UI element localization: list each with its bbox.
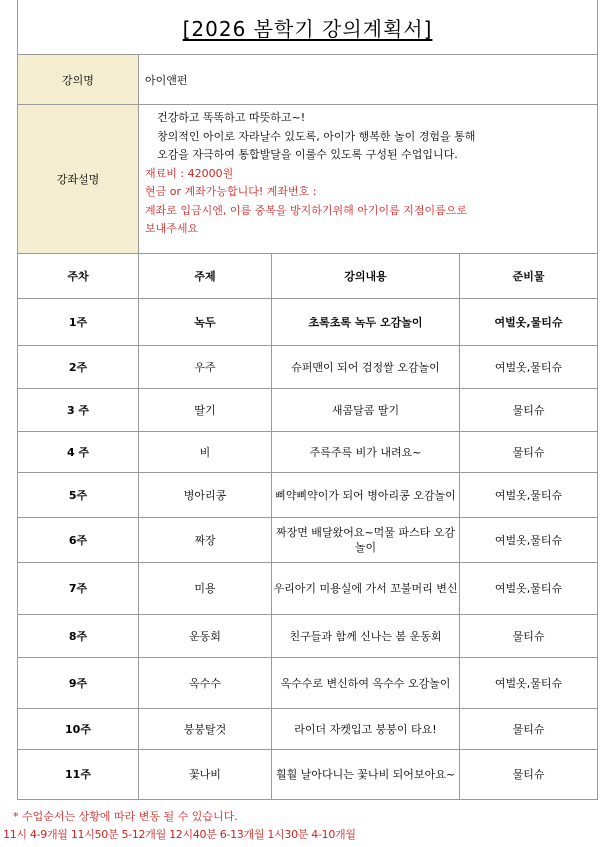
topic-cell: 병아리콩 <box>139 473 272 518</box>
week-cell: 2주 <box>18 346 139 389</box>
description-line: 건강하고 똑똑하고 따뜻하고~! <box>157 111 306 124</box>
topic-cell: 옥수수 <box>139 658 272 709</box>
content-cell: 훨훨 날아다니는 꽃나비 되어보아요~ <box>272 750 460 800</box>
header-content: 강의내용 <box>272 254 460 299</box>
course-name-value: 아이앤펀 <box>139 55 598 105</box>
transfer-note: 계좌로 입금시엔, 이름 중복을 방지하기위해 아기이름 지점이름으로 <box>145 203 468 217</box>
week-cell: 1주 <box>18 299 139 346</box>
topic-cell: 녹두 <box>139 299 272 346</box>
topic-cell: 미용 <box>139 563 272 615</box>
week-row <box>18 473 598 518</box>
material-fee: 재료비 : 42000원 <box>145 166 234 180</box>
topic-cell: 우주 <box>139 346 272 389</box>
supplies-cell: 여벌옷,물티슈 <box>460 658 598 709</box>
document-title-cell <box>18 0 598 55</box>
description-text <box>145 109 591 165</box>
week-cell: 3 주 <box>18 389 139 432</box>
description-line: 창의적인 아이로 자라날수 있도록, 아이가 행복한 놀이 경험을 통해 <box>157 129 476 143</box>
week-row <box>18 518 598 563</box>
week-row <box>18 709 598 750</box>
header-topic: 주제 <box>139 254 272 299</box>
lecture-plan-table <box>17 0 598 800</box>
course-name-label: 강의명 <box>18 55 139 105</box>
week-row <box>18 563 598 615</box>
schedule-header-row <box>18 254 598 299</box>
content-cell: 주륵주륵 비가 내려요~ <box>272 432 460 473</box>
week-row <box>18 750 598 800</box>
week-row <box>18 658 598 709</box>
topic-cell: 꽃나비 <box>139 750 272 800</box>
supplies-cell: 여벌옷,물티슈 <box>460 563 598 615</box>
supplies-cell: 물티슈 <box>460 709 598 750</box>
topic-cell: 운동회 <box>139 615 272 658</box>
topic-cell: 짜장 <box>139 518 272 563</box>
topic-cell: 붕붕탈것 <box>139 709 272 750</box>
content-cell: 친구들과 함께 신나는 봄 운동회 <box>272 615 460 658</box>
document-title: [2026 봄학기 강의계획서] <box>182 16 433 41</box>
transfer-note-cont: 보내주세요 <box>145 222 199 235</box>
week-row <box>18 389 598 432</box>
course-description <box>139 105 598 254</box>
supplies-cell: 물티슈 <box>460 389 598 432</box>
week-row <box>18 615 598 658</box>
week-cell: 9주 <box>18 658 139 709</box>
supplies-cell: 여벌옷,물티슈 <box>460 518 598 563</box>
description-line: 오감을 자극하여 통합발달을 이룰수 있도록 구성된 수업입니다. <box>157 148 458 161</box>
content-cell: 슈퍼맨이 되어 검정쌀 오감놀이 <box>272 346 460 389</box>
lecture-plan-sheet <box>17 0 597 800</box>
footer-notes <box>0 808 603 844</box>
supplies-cell: 물티슈 <box>460 750 598 800</box>
supplies-cell: 여벌옷,물티슈 <box>460 473 598 518</box>
week-cell: 4 주 <box>18 432 139 473</box>
schedule-rows <box>18 299 598 800</box>
schedule-change-notice: * 수업순서는 상황에 따라 변동 될 수 있습니다. <box>13 810 238 823</box>
content-cell: 라이더 자켓입고 붕붕이 타요! <box>272 709 460 750</box>
week-cell: 5주 <box>18 473 139 518</box>
content-cell: 짜장면 배달왔어요~먹물 파스타 오감놀이 <box>272 518 460 563</box>
header-week: 주차 <box>18 254 139 299</box>
content-cell: 우리아기 미용실에 가서 꼬불머리 변신 <box>272 563 460 615</box>
week-cell: 6주 <box>18 518 139 563</box>
content-cell: 삐약삐약이가 되어 병아리콩 오감놀이 <box>272 473 460 518</box>
week-row <box>18 346 598 389</box>
supplies-cell: 물티슈 <box>460 432 598 473</box>
content-cell: 옥수수로 변신하여 옥수수 오감놀이 <box>272 658 460 709</box>
week-cell: 7주 <box>18 563 139 615</box>
supplies-cell: 여벌옷,물티슈 <box>460 299 598 346</box>
week-cell: 11주 <box>18 750 139 800</box>
week-row <box>18 299 598 346</box>
supplies-cell: 여벌옷,물티슈 <box>460 346 598 389</box>
course-description-label: 강좌설명 <box>18 105 139 254</box>
header-supplies: 준비물 <box>460 254 598 299</box>
class-times: 11시 4-9개월 11시50분 5-12개월 12시40분 6-13개월 1시30분 4-10개월 <box>3 828 356 841</box>
supplies-cell: 물티슈 <box>460 615 598 658</box>
week-cell: 8주 <box>18 615 139 658</box>
payment-method: 현금 or 계좌가능합니다! 계좌번호 : <box>145 185 317 198</box>
week-row <box>18 432 598 473</box>
week-cell: 10주 <box>18 709 139 750</box>
topic-cell: 비 <box>139 432 272 473</box>
content-cell: 새콤달콤 딸기 <box>272 389 460 432</box>
topic-cell: 딸기 <box>139 389 272 432</box>
content-cell: 초록초록 녹두 오감놀이 <box>272 299 460 346</box>
